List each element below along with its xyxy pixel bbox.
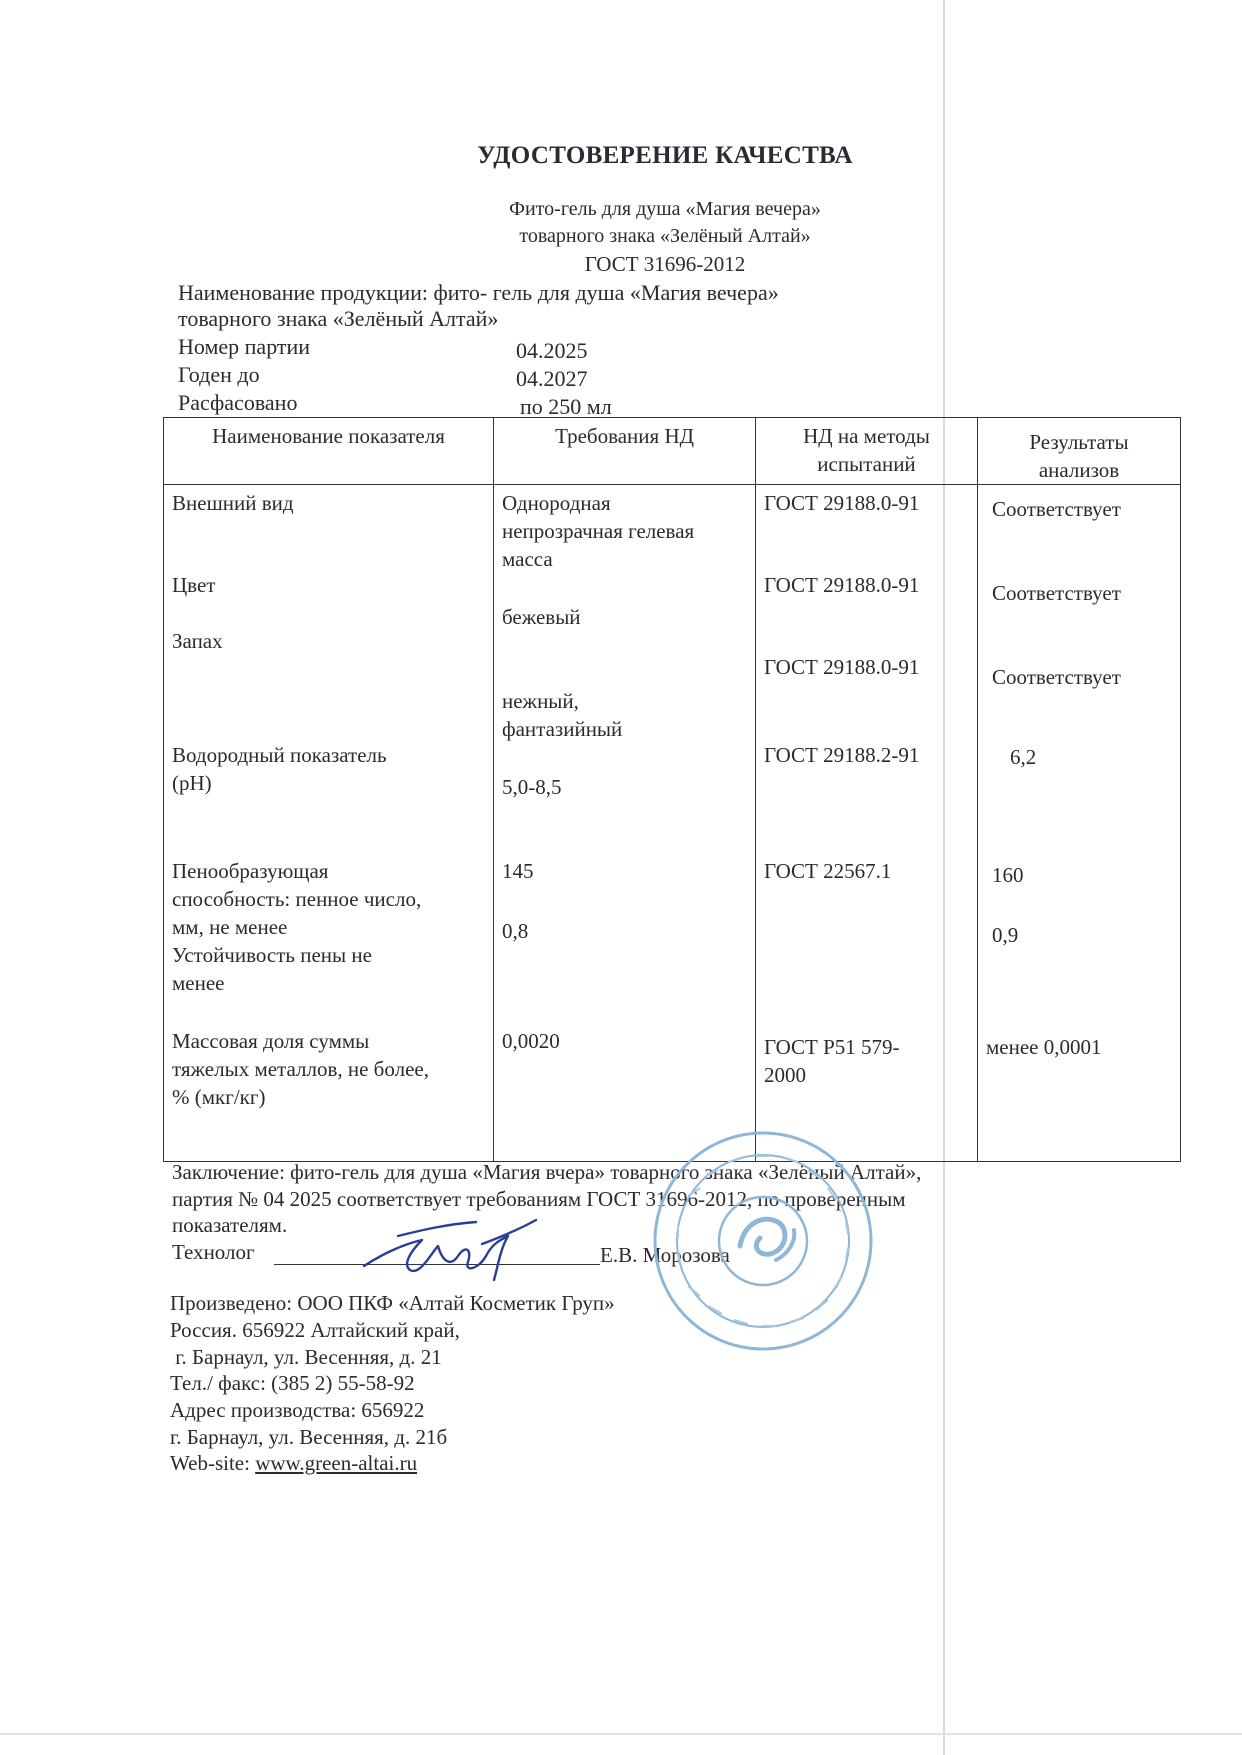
batch-label: Номер партии — [178, 334, 311, 359]
header-test-methods — [756, 418, 978, 485]
conclusion-line1: Заключение: фито-гель для душа «Магия вчера» товарного знака «Зелёный Алтай», — [172, 1160, 922, 1184]
req-appearance-line1: Однородная — [502, 491, 611, 515]
technologist-name: Е.В. Морозова — [600, 1243, 730, 1267]
website-label: Web-site: — [170, 1451, 256, 1475]
producer-line6: г. Барнаул, ул. Весенняя, д. 21б — [170, 1425, 448, 1449]
requirements-cell — [494, 485, 756, 1162]
indicator-metals-line2: тяжелых металлов, не более, — [172, 1057, 429, 1081]
results-table — [163, 417, 1181, 1162]
expiry-value: 04.2027 — [516, 366, 588, 391]
result-metals: менее 0,0001 — [986, 1035, 1102, 1059]
result-smell: Соответствует — [992, 665, 1121, 689]
producer-line5: Адрес производства: 656922 — [170, 1398, 425, 1422]
indicator-ph-line1: Водородный показатель — [172, 743, 387, 767]
batch-value: 04.2025 — [516, 338, 588, 363]
result-ph: 6,2 — [1010, 745, 1037, 769]
header-test-methods-line1: НД на методы — [803, 424, 930, 448]
header-results-line2: анализов — [1038, 458, 1120, 482]
indicator-foam-line4: Устойчивость пены не — [172, 943, 372, 967]
producer-website-row — [170, 1451, 417, 1476]
header-results — [978, 418, 1181, 485]
signature-scribble — [358, 1210, 544, 1286]
test-methods-cell — [756, 485, 978, 1162]
indicator-foam-line1: Пенообразующая — [172, 859, 329, 883]
indicator-appearance: Внешний вид — [172, 491, 294, 515]
method-smell: ГОСТ 29188.0-91 — [764, 655, 920, 679]
method-color: ГОСТ 29188.0-91 — [764, 573, 920, 597]
conclusion-line2: партия № 04 2025 соответствует требованиям ГОСТ 31696-2012, по проверенным — [172, 1187, 906, 1211]
packed-label: Расфасовано — [178, 390, 298, 415]
header-requirements — [494, 418, 756, 485]
indicator-foam-line3: мм, не менее — [172, 915, 288, 939]
req-smell-line1: нежный, — [502, 689, 579, 713]
conclusion-line3: показателям. — [172, 1213, 288, 1237]
scan-edge-line-bottom — [0, 1733, 1242, 1735]
method-metals-line1: ГОСТ Р51 579- — [764, 1035, 900, 1059]
expiry-label: Годен до — [178, 362, 260, 387]
method-appearance: ГОСТ 29188.0-91 — [764, 491, 920, 515]
req-ph: 5,0-8,5 — [502, 775, 562, 799]
method-foam: ГОСТ 22567.1 — [764, 859, 892, 883]
producer-line3: г. Барнаул, ул. Весенняя, д. 21 — [170, 1345, 442, 1369]
req-foam-stability: 0,8 — [502, 919, 529, 943]
result-appearance: Соответствует — [992, 497, 1121, 521]
result-color: Соответствует — [992, 581, 1121, 605]
result-foam-number: 160 — [992, 863, 1024, 887]
packed-value: по 250 мл — [520, 394, 612, 419]
header-results-line1: Результаты — [1029, 430, 1129, 454]
req-appearance-line2: непрозрачная гелевая — [502, 519, 695, 543]
product-name-line1: Наименование продукции: фито- гель для душа «Магия вечера» — [178, 280, 779, 305]
result-foam-stability: 0,9 — [992, 923, 1019, 947]
req-appearance-line3: масса — [502, 547, 553, 571]
header-test-methods-line2: испытаний — [817, 452, 916, 476]
req-foam-number: 145 — [502, 859, 534, 883]
req-metals: 0,0020 — [502, 1029, 560, 1053]
table-header-row — [164, 418, 1181, 485]
results-cell — [978, 485, 1181, 1162]
indicator-foam-line2: способность: пенное число, — [172, 887, 422, 911]
company-stamp — [648, 1126, 878, 1356]
producer-line1: Произведено: ООО ПКФ «Алтай Косметик Груп» — [170, 1291, 615, 1315]
indicator-metals-line3: % (мкг/кг) — [172, 1085, 266, 1109]
indicator-smell: Запах — [172, 629, 223, 653]
req-color: бежевый — [502, 605, 581, 629]
indicator-foam-line5: менее — [172, 971, 225, 995]
indicator-metals-line1: Массовая доля суммы — [172, 1029, 370, 1053]
technologist-label: Технолог — [172, 1240, 255, 1264]
indicator-ph-line2: (рН) — [172, 771, 212, 795]
req-smell-line2: фантазийный — [502, 717, 623, 741]
producer-line4: Тел./ факс: (385 2) 55-58-92 — [170, 1371, 415, 1395]
subtitle-product: Фито-гель для душа «Магия вечера» — [509, 198, 821, 220]
website-link[interactable]: www.green-altai.ru — [255, 1451, 418, 1475]
table-row — [164, 485, 1181, 1162]
document-title: УДОСТОВЕРЕНИЕ КАЧЕСТВА — [477, 142, 853, 169]
method-ph: ГОСТ 29188.2-91 — [764, 743, 920, 767]
header-indicator — [164, 418, 494, 485]
subtitle-brand: товарного знака «Зелёный Алтай» — [519, 225, 811, 247]
subtitle-standard: ГОСТ 31696-2012 — [584, 252, 746, 276]
method-metals-line2: 2000 — [764, 1063, 806, 1087]
indicator-cell — [164, 485, 494, 1162]
header-requirements-text: Требования НД — [555, 424, 694, 448]
header-indicator-text: Наименование показателя — [212, 424, 445, 448]
product-name-line2: товарного знака «Зелёный Алтай» — [178, 306, 499, 331]
producer-line2: Россия. 656922 Алтайский край, — [170, 1318, 460, 1342]
indicator-color: Цвет — [172, 573, 216, 597]
